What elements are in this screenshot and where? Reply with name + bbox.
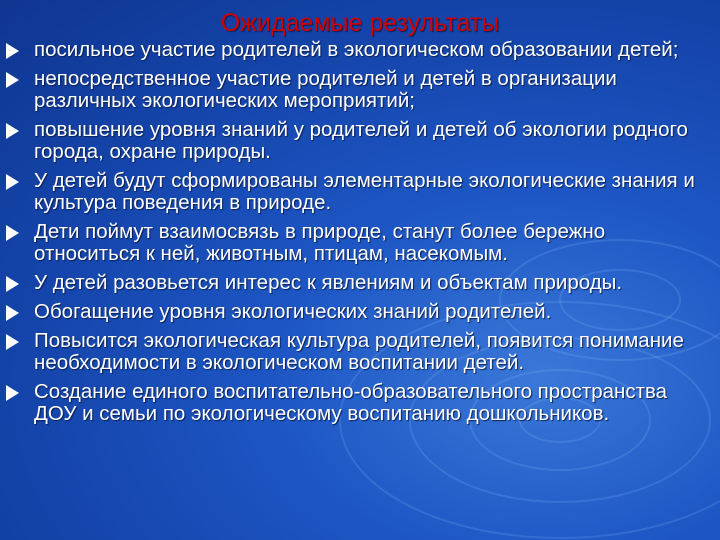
list-item: [0, 381, 720, 425]
list-item-text: У детей разовьется интерес к явлениям и объектам природы.: [34, 271, 623, 294]
triangle-bullet-icon: [6, 305, 19, 321]
list-item-text: непосредственное участие родителей и детей в организации различных экологических мероприятий;: [34, 67, 617, 112]
list-item-text: Создание единого воспитательно-образовательного пространства ДОУ и семьи по экологическому воспитанию дошкольников.: [34, 380, 668, 425]
list-item: [0, 301, 720, 323]
list-item-text: посильное участие родителей в экологическом образовании детей;: [34, 38, 679, 61]
triangle-bullet-icon: [6, 43, 19, 59]
triangle-bullet-icon: [6, 174, 19, 190]
triangle-bullet-icon: [6, 334, 19, 350]
slide-title: Ожидаемые результаты: [220, 9, 500, 37]
triangle-bullet-icon: [6, 385, 19, 401]
list-item: [0, 119, 720, 163]
list-item-text: У детей будут сформированы элементарные экологические знания и культура поведения в природе.: [34, 169, 695, 214]
list-item-text: Повысится экологическая культура родителей, появится понимание необходимости в экологическом воспитании детей.: [34, 329, 684, 374]
list-item-text: Дети поймут взаимосвязь в природе, станут более бережно относиться к ней, животным, птицам, насекомым.: [34, 220, 606, 265]
triangle-bullet-icon: [6, 72, 19, 88]
triangle-bullet-icon: [6, 225, 19, 241]
list-item: [0, 170, 720, 214]
list-item-text: Обогащение уровня экологических знаний родителей.: [34, 300, 552, 323]
list-item: [0, 68, 720, 112]
list-item: [0, 330, 720, 374]
triangle-bullet-icon: [6, 276, 19, 292]
list-item: [0, 39, 720, 61]
list-item: [0, 272, 720, 294]
triangle-bullet-icon: [6, 123, 19, 139]
list-item: [0, 221, 720, 265]
list-item-text: повышение уровня знаний у родителей и детей об экологии родного города, охране природы.: [34, 118, 688, 163]
results-list: [0, 39, 720, 432]
